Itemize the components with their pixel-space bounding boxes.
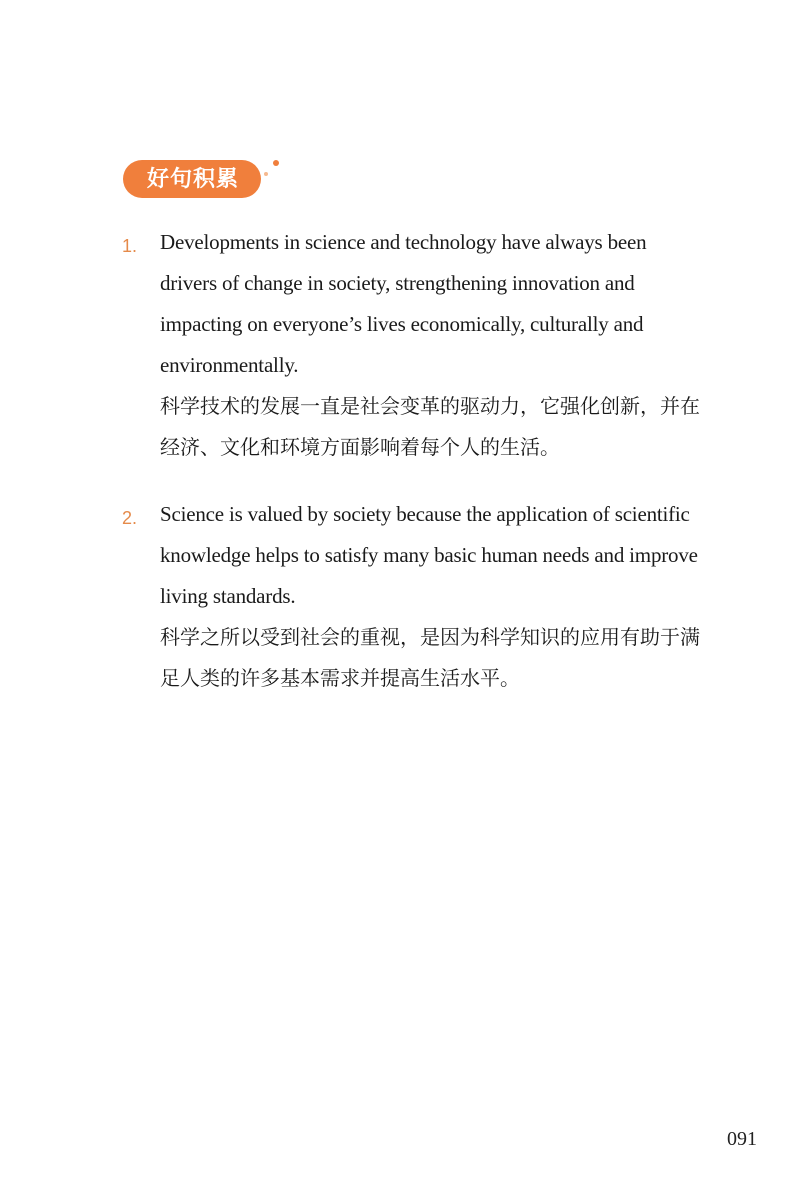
section-header	[123, 160, 283, 200]
sparkle-dot-icon	[273, 160, 279, 166]
entry-number: 2.	[122, 508, 138, 528]
entry-body	[160, 494, 708, 699]
sparkle-dot-small-icon	[264, 172, 268, 176]
entry-body	[160, 222, 708, 468]
entry-english-text: Science is valued by society because the application of scientific knowledge helps to satisfy many basic human needs and improve living standards.	[160, 502, 698, 608]
sentence-list	[0, 222, 800, 725]
entry-chinese-translation: 科学之所以受到社会的重视，是因为科学知识的应用有助于满足人类的许多基本需求并提高生活水平。	[160, 625, 700, 690]
page-number: 091	[727, 1128, 757, 1150]
entry-english-text: Developments in science and technology have always been drivers of change in society, strengthening innovation and impacting on everyone’s lives economically, culturally and environmentally.	[160, 230, 647, 377]
entry-number: 1.	[122, 236, 138, 256]
entry-chinese-translation: 科学技术的发展一直是社会变革的驱动力，它强化创新，并在经济、文化和环境方面影响着每个人的生活。	[160, 394, 700, 459]
sentence-entry-1	[0, 222, 800, 468]
section-title-badge: 好句积累	[123, 160, 261, 198]
sentence-entry-2	[0, 494, 800, 699]
